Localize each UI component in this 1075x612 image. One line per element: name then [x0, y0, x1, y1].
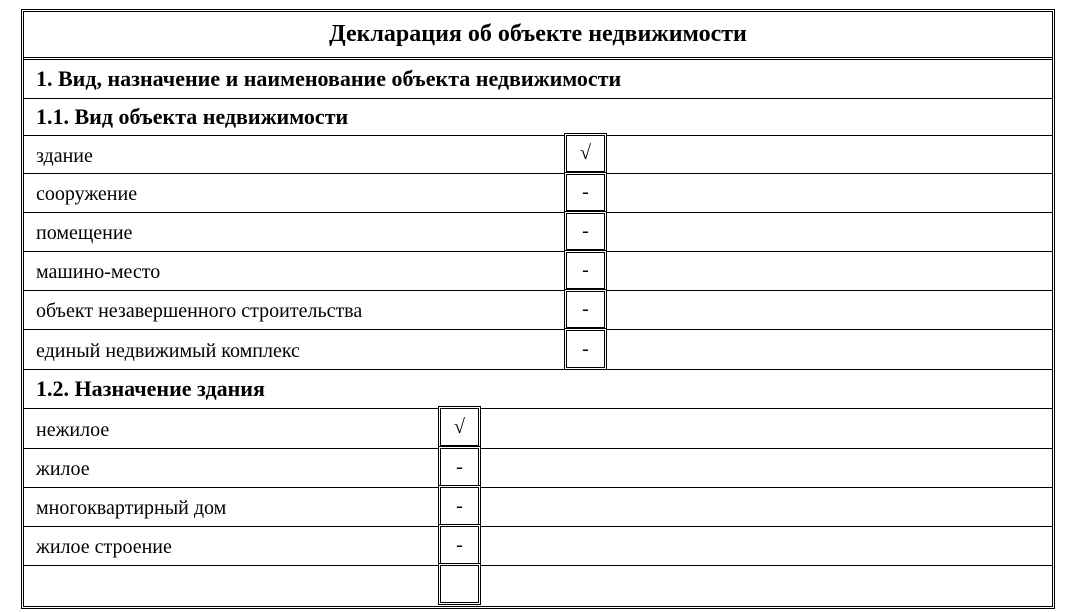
- object-type-label: объект незавершенного строительства: [36, 300, 363, 322]
- section-1-1-row: [24, 98, 1052, 135]
- list-item: [24, 251, 1052, 290]
- purpose-checkbox[interactable]: -: [438, 446, 481, 488]
- object-type-label: здание: [36, 145, 93, 167]
- section-1-title: 1. Вид, назначение и наименование объекта недвижимости: [36, 66, 622, 91]
- page-title: Декларация об объекте недвижимости: [329, 21, 747, 47]
- list-item: [24, 135, 1052, 173]
- object-type-label: сооружение: [36, 183, 138, 205]
- purpose-checkbox[interactable]: -: [438, 524, 481, 566]
- object-type-checkbox[interactable]: -: [564, 250, 607, 291]
- section-1-2-title: 1.2. Назначение здания: [36, 376, 265, 401]
- object-type-checkbox[interactable]: -: [564, 289, 607, 330]
- purpose-checkbox[interactable]: -: [438, 485, 481, 527]
- purpose-checkbox[interactable]: √: [438, 406, 481, 448]
- list-item: [24, 565, 1052, 612]
- declaration-form: [21, 9, 1055, 609]
- purpose-label: жилое строение: [36, 536, 172, 558]
- list-item: [24, 448, 1052, 487]
- section-1-row: [24, 57, 1052, 98]
- title-row: [24, 12, 1052, 57]
- object-type-checkbox[interactable]: √: [564, 133, 607, 174]
- object-type-checkbox[interactable]: -: [564, 328, 607, 370]
- section-1-2-row: [24, 369, 1052, 408]
- list-item: [24, 173, 1052, 212]
- object-type-label: единый недвижимый комплекс: [36, 340, 300, 362]
- list-item: [24, 212, 1052, 251]
- list-item: [24, 290, 1052, 329]
- object-type-label: помещение: [36, 222, 133, 244]
- purpose-label: нежилое: [36, 419, 110, 441]
- list-item: [24, 408, 1052, 448]
- section-1-1-title: 1.1. Вид объекта недвижимости: [36, 104, 349, 129]
- purpose-label: многоквартирный дом: [36, 497, 227, 519]
- list-item: [24, 487, 1052, 526]
- list-item: [24, 329, 1052, 369]
- object-type-checkbox[interactable]: -: [564, 211, 607, 252]
- object-type-label: машино-место: [36, 261, 161, 283]
- list-item: [24, 526, 1052, 565]
- purpose-checkbox[interactable]: [438, 563, 481, 605]
- purpose-label: жилое: [36, 458, 90, 480]
- object-type-checkbox[interactable]: -: [564, 172, 607, 213]
